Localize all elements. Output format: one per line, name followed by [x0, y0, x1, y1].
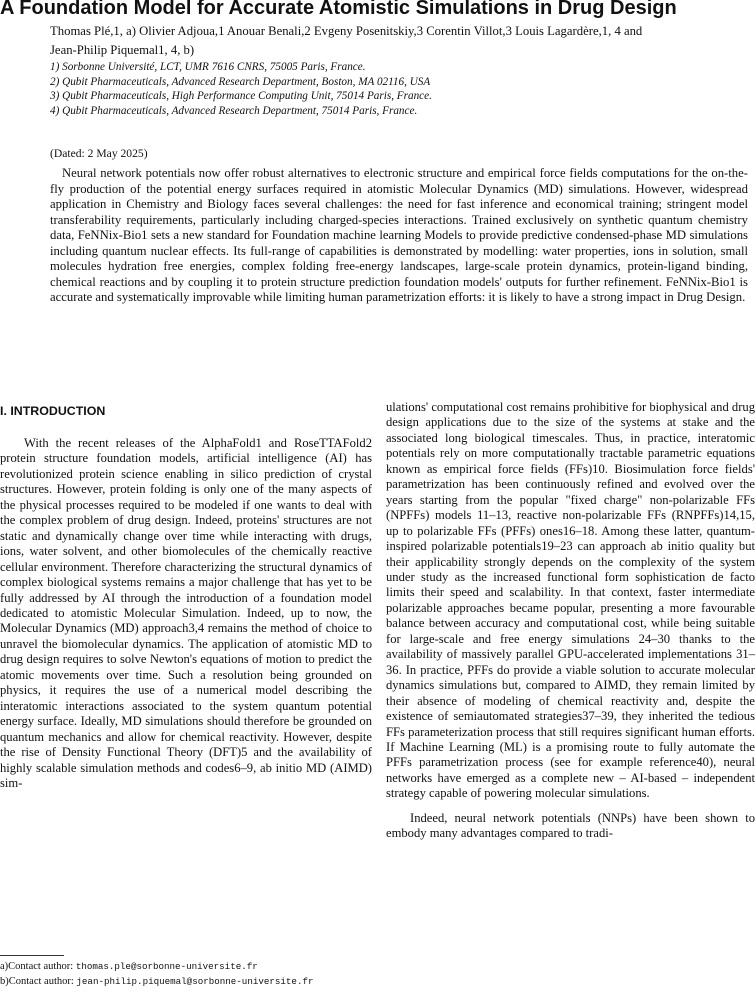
intro-paragraph-left: With the recent releases of the AlphaFold1 and RoseTTAFold2 protein structure foundation models, artificial intelligence (AI) has revolutionized protein science enabling in silico prediction of crystal structures. However, protein folding is only one of the many aspects of the physical processes required to be modeled if one wants to deal with the complex problem of drug design. Indeed, proteins' structures are not static and dynamically change over time while interacting with drugs, ions, water solvent, and other biomolecules of the chemically reactive cellular environment. Therefore characterizing the structural dynamics of complex biological systems remains a major challenge that has yet to be fully addressed by AI through the introduction of a foundation model dedicated to atomistic Molecular Simulation. Indeed, up to now, the Molecular Dynamics (MD) approach3,4 remains the method of choice to unravel the biomolecular dynamics. The application of atomistic MD to drug design requires to solve Newton's equations of motion to predict the atomic movements over time. Such a resolution being grounded on physics, it requires the use of a numerical model describing the interatomic interactions associated to the system quantum potential energy surface. Ideally, MD simulations should therefore be grounded on quantum mechanics and allow for chemical reactivity. However, despite the rise of Density Functional Theory (DFT)5 and the availability of highly scalable simulation methods and codes6–9, ab initio MD (AIMD) sim- — [0, 436, 372, 790]
affiliation-4: 4) Qubit Pharmaceuticals, Advanced Research Department, 75014 Paris, France. — [50, 104, 418, 117]
footnote-a — [0, 960, 380, 975]
date-line: (Dated: 2 May 2025) — [50, 147, 148, 160]
intro-paragraph-right-2: Indeed, neural network potentials (NNPs) have been shown to embody many advantages compared to tradi- — [386, 810, 755, 841]
author-list: Thomas Plé,1, a) Olivier Adjoua,1 Anouar Benali,2 Evgeny Posenitskiy,3 Corentin Villot,3 Louis Lagardère,1, 4 and — [50, 24, 643, 38]
footnote-a-email-link[interactable]: thomas.ple@sorbonne-universite.fr — [75, 961, 258, 972]
left-column — [0, 398, 372, 791]
affiliation-3: 3) Qubit Pharmaceuticals, High Performance Computing Unit, 75014 Paris, France. — [50, 90, 432, 103]
footnotes — [0, 960, 380, 989]
affiliation-2: 2) Qubit Pharmaceuticals, Advanced Research Department, Boston, MA 02116, USA — [50, 75, 431, 88]
footnote-divider — [0, 955, 64, 956]
footnote-b-email-link[interactable]: jean-philip.piquemal@sorbonne-universite.fr — [76, 975, 314, 987]
author-list-continued: Jean-Philip Piquemal1, 4, b) — [50, 43, 195, 57]
intro-paragraph-right: ulations' computational cost remains prohibitive for biophysical and drug design applications due to the size of the systems at stake and the associated long biological timescales. Thus, in practice, interatomic potentials rely on more computationally tractable parametric equations known as empirical force fields (FFs)10. Biosimulation force fields' parametrization has been continuously refined and evolved over the years starting from the popular "fixed charge" non-polarizable FFs (NPFFs) models 11–13, reactive non-polarizable FFs (RNPFFs)14,15, up to polarizable FFs (PFFs) ones16–18. Among these latter, quantum-inspired polarizable potentials19–23 can approach ab initio quality but their applicability strongly depends on the complexity of the system under study as the increased functional form sophistication de facto limits their speed and scalability. In that context, faster intermediate polarizable approaches became popular, presenting a more favourable balance between accuracy and computational cost, while being suitable for large-scale and free energy simulations 24–30 thanks to the availability of massively parallel GPU-accelerated implementations 31–36. In practice, PFFs do provide a viable solution to accurate molecular dynamics simulations but, compared to AIMD, they remain limited by their absence of modeling of chemical reactivity and, despite the existence of semiautomated strategies37–39, they inherited the tedious FFs parameterization process that still requires significant human efforts. If Machine Learning (ML) is a promising route to fully automate the PFFs parametrization process (see for example reference40), neural networks have emerged as a complete new – AI-based – independent strategy capable of powering molecular simulations. — [386, 400, 755, 801]
abstract: Neural network potentials now offer robust alternatives to electronic structure and empirical force fields computations for the on-the-fly production of the potential energy surfaces required in atomistic Molecular Dynamics (MD) simulations. However, widespread application in Chemistry and Biology faces several challenges: the need for fast inference and economical training; stringent model transferability requirements, particularly including charged-species interactions. Trained exclusively on synthetic quantum chemistry data, FeNNix-Bio1 sets a new standard for Foundation machine learning Models to provide predictive condensed-phase MD simulations including quantum nuclear effects. Its full-range of capabilities is demonstrated by modelling: water properties, ions in solution, small molecules hydration free energies, complex folding free-energy landscapes, large-scale protein dynamics, protein-ligand binding, chemical reactions and by coupling it to protein structure prediction foundation models' outputs for further refinement. FeNNix-Bio1 is accurate and systematically improvable while limiting human parametrization efforts: it is likely to have a strong impact in Drug Design. — [50, 166, 748, 305]
footnote-b-label: b)Contact author: — [0, 975, 77, 987]
right-column — [386, 400, 755, 842]
affiliation-1: 1) Sorbonne Université, LCT, UMR 7616 CNRS, 75005 Paris, France. — [50, 61, 366, 73]
section-heading-introduction: I. INTRODUCTION — [0, 404, 106, 418]
footnote-b — [0, 975, 380, 990]
affiliations — [50, 60, 520, 118]
paper-title: A Foundation Model for Accurate Atomistic Simulations in Drug Design — [0, 0, 677, 19]
footnote-a-label: a)Contact author: — [0, 961, 76, 972]
